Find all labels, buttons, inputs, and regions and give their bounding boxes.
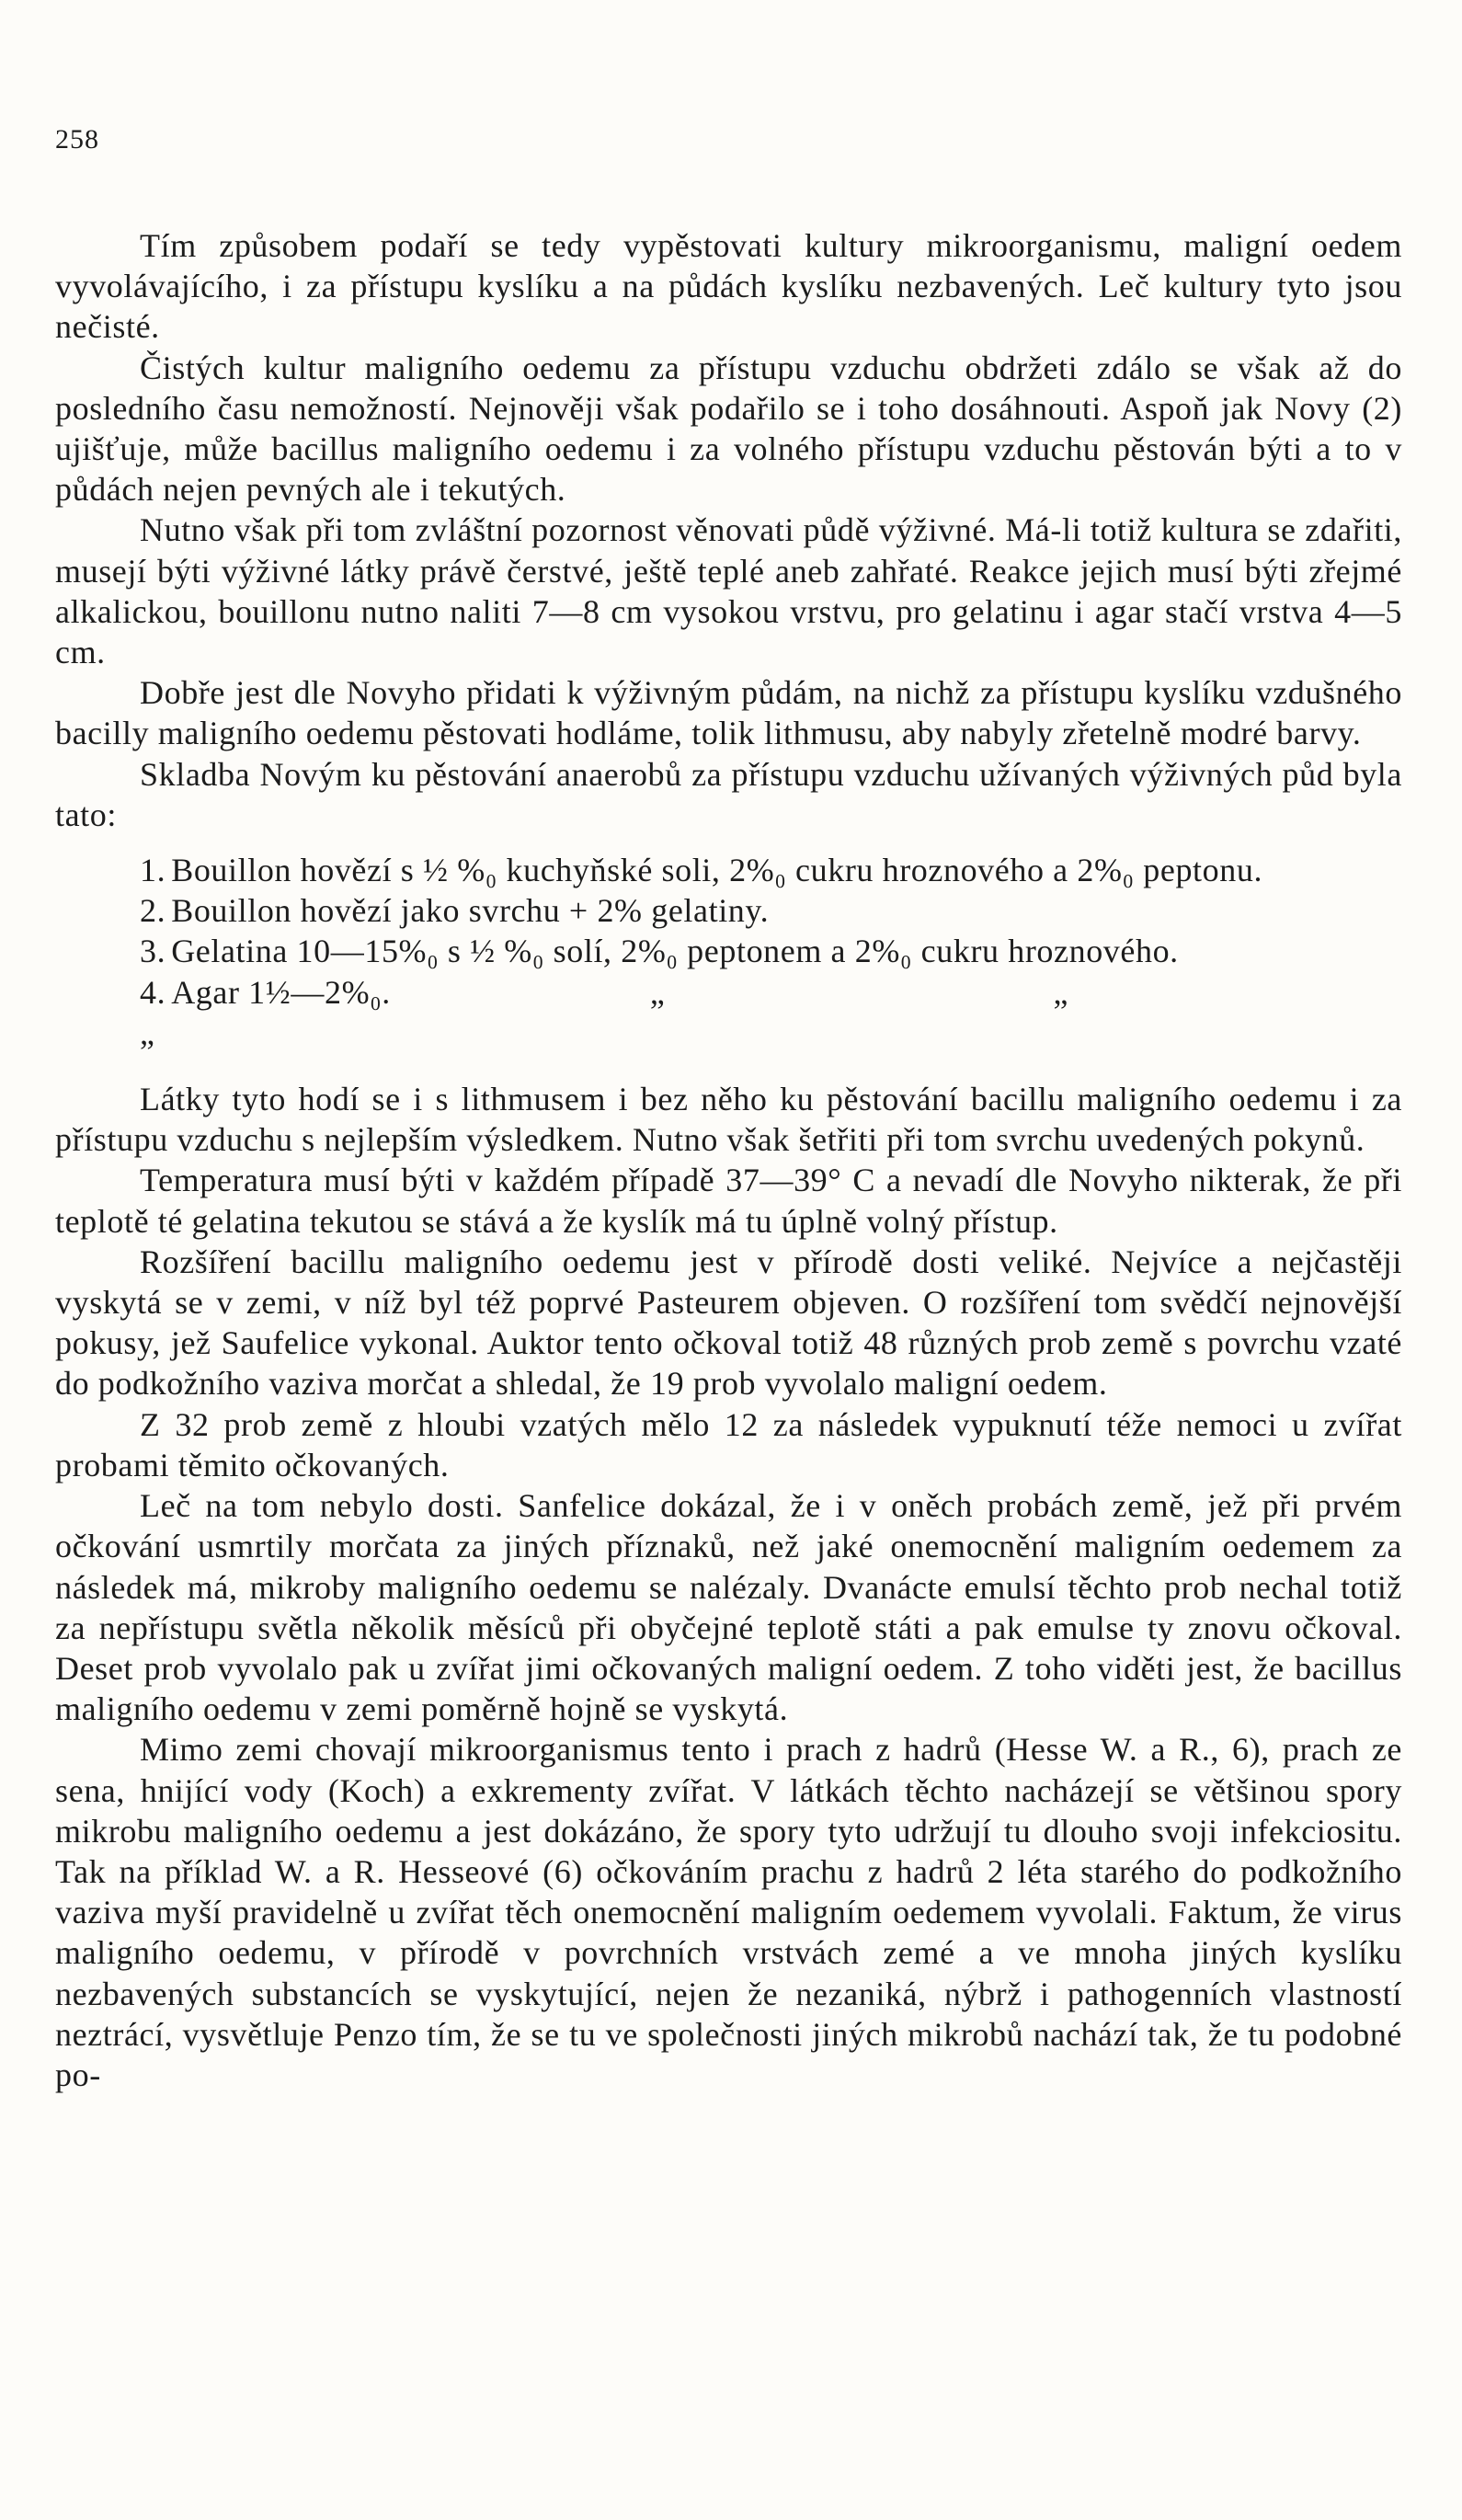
paragraph: Nutno však při tom zvláštní pozornost věnovati půdě výživné. Má-li totiž kultura se zdařiti, musejí býti výživné látky právě čerstvé, ještě teplé aneb zahřaté. Reakce jejich musí býti zřejmé alkalickou, bouillonu nutno naliti 7—8 cm vysokou vrstvu, pro gelatinu i agar stačí vrstva 4—5 cm. bbox=[55, 511, 1402, 671]
paragraph: Temperatura musí býti v každém případě 37—39° C a nevadí dle Novyho nikterak, že při teplotě té gelatina tekutou se stává a že kyslík má tu úplně volný přístup. bbox=[55, 1162, 1402, 1240]
paragraph: Tím způsobem podaří se tedy vypěstovati kultury mikroorganismu, maligní oedem vyvolávajícího, i za přístupu kyslíku a na půdách kyslíku nezbavených. Leč kultury tyto jsou nečisté. bbox=[55, 227, 1402, 346]
list-item-number: 2. bbox=[140, 892, 166, 930]
paragraph: Látky tyto hodí se i s lithmusem i bez něho ku pěstování bacillu maligního oedemu i za přístupu vzduchu s nejlepším výsledkem. Nutno však šetřiti při tom svrchu uvedených pokynů. bbox=[55, 1081, 1402, 1159]
recipe-list bbox=[55, 850, 1402, 1053]
paragraph: Leč na tom nebylo dosti. Sanfelice dokázal, že i v oněch probách země, jež při prvém očkování usmrtily morčata za jiných příznaků, než jaké onemocnění maligním oedemem za následek má, mikroby maligního oedemu se nalézaly. Dvanácte emulsí těchto prob nechal totiž za nepřístupu světla několik měsíců při obyčejné teplotě státi a pak emulse ty znovu očkoval. Deset prob vyvolalo pak u zvířat jimi očkovaných maligní oedem. Z toho viděti jest, že bacillus maligního oedemu v zemi poměrně hojně se vyskytá. bbox=[55, 1487, 1402, 1728]
paragraph: Skladba Novým ku pěstování anaerobů za přístupu vzduchu užívaných výživných půd byla tato: bbox=[55, 755, 1402, 833]
list-item-text: Bouillon hovězí jako svrchu + 2% gelatiny. bbox=[171, 892, 770, 930]
paragraph: Dobře jest dle Novyho přidati k výživným půdám, na nichž za přístupu kyslíku vzdušného bacilly maligního oedemu pěstovati hodláme, tolik lithmusu, aby nabyly zřetelně modré barvy. bbox=[55, 674, 1402, 752]
list-item bbox=[55, 850, 1402, 890]
list-item-number: 3. bbox=[140, 933, 166, 970]
paragraph: Z 32 prob země z hloubi vzatých mělo 12 za následek vypuknutí téže nemoci u zvířat probami těmito očkovaných. bbox=[55, 1405, 1402, 1483]
ditto-mark: „ bbox=[649, 973, 666, 1011]
list-item-number: 4. bbox=[140, 973, 166, 1011]
paragraph: Rozšíření bacillu maligního oedemu jest v přírodě dosti veliké. Nejvíce a nejčastěji vyskytá se v zemi, v níž byl též poprvé Pasteurem objeven. O rozšíření tom svědčí nejnovější pokusy, jež Saufelice vykonal. Auktor tento očkoval totiž 48 různých prob země s povrchu vzaté do podkožního vaziva morčat a shledal, že 19 prob vyvolalo maligní oedem. bbox=[55, 1243, 1402, 1403]
ditto-mark: „ bbox=[1053, 973, 1069, 1011]
page-number: 258 bbox=[55, 124, 99, 155]
ditto-mark: „ bbox=[140, 1014, 155, 1051]
list-item bbox=[55, 890, 1402, 931]
list-item-text: Bouillon hovězí s ½ %₀ kuchyňské soli, 2%₀ cukru hroznového a 2%₀ peptonu. bbox=[171, 852, 1263, 889]
list-item bbox=[55, 931, 1402, 971]
paragraph: Čistých kultur maligního oedemu za přístupu vzduchu obdržeti zdálo se však až do posledního času nemožností. Nejnověji však podařilo se i toho dosáhnouti. Aspoň jak Novy (2) ujišťuje, může bacillus maligního oedemu i za volného přístupu vzduchu pěstován býti a to v půdách nejen pevných ale i tekutých. bbox=[55, 349, 1402, 509]
body-text bbox=[55, 225, 1402, 2095]
list-item-text: Gelatina 10—15%₀ s ½ %₀ solí, 2%₀ peptonem a 2%₀ cukru hroznového. bbox=[171, 933, 1179, 970]
list-item-text: Agar 1½—2%₀. bbox=[171, 973, 391, 1011]
paragraph: Mimo zemi chovají mikroorganismus tento i prach z hadrů (Hesse W. a R., 6), prach ze sena, hnijící vody (Koch) a exkrementy zvířat. V látkách těchto nacházejí se většinou spory mikrobu maligního oedemu a jest dokázáno, že spory tyto udržují tu dlouho svoji infekciositu. Tak na příklad W. a R. Hesseové (6) očkováním prachu z hadrů 2 léta starého do podkožního vaziva myší pravidelně u zvířat těch onemocnění maligním oedemem vyvolali. Faktum, že virus maligního oedemu, v přírodě v povrchních vrstvách zemé a ve mnoha jiných kyslíku nezbavených substancích se vyskytující, nejen že nezaniká, nýbrž i pathogenních vlastností neztrácí, vysvětluje Penzo tím, že se tu ve společnosti jiných mikrobů nachází tak, že tu podobné po- bbox=[55, 1731, 1402, 2093]
list-item-number: 1. bbox=[140, 852, 166, 889]
list-item bbox=[55, 972, 1402, 1053]
